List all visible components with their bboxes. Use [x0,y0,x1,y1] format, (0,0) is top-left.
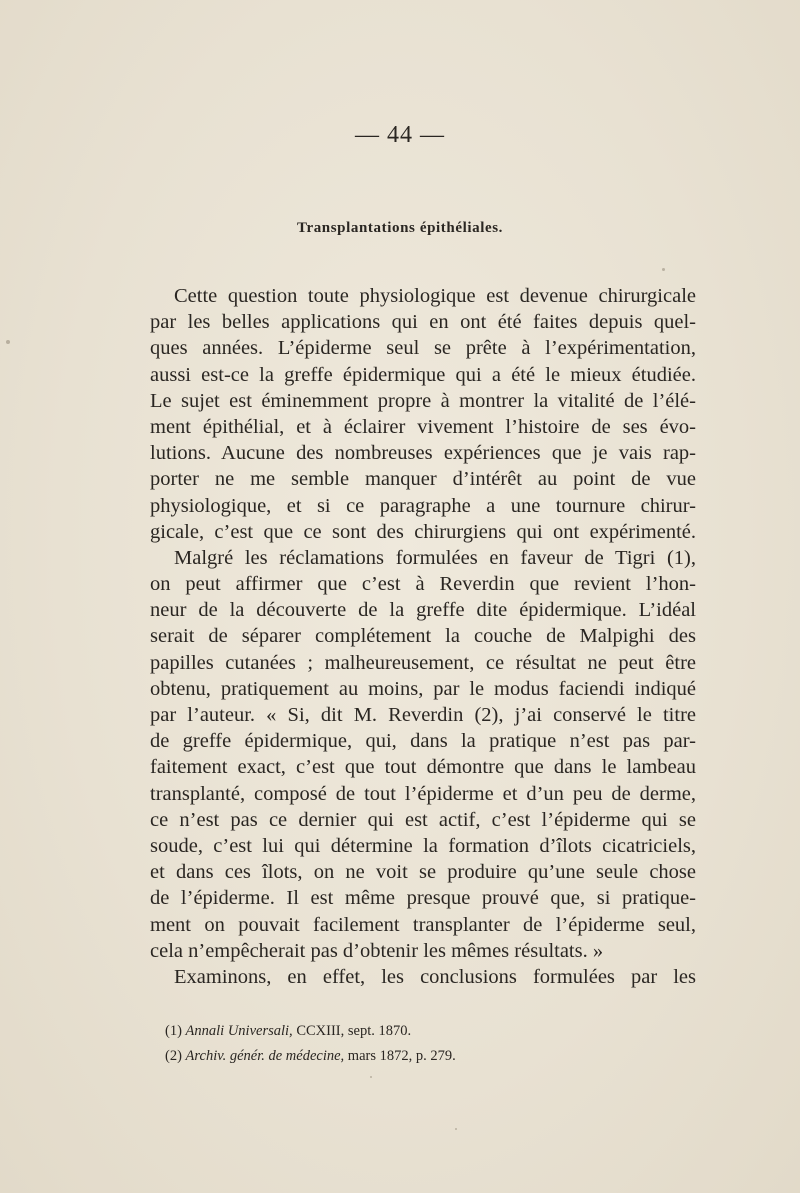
text-line: ce n’est pas ce dernier qui est actif, c’est l’épiderme qui se [150,808,696,831]
text-line: Examinons, en effet, les conclusions formulées par les [174,965,696,988]
text-line: porter ne me semble manquer d’intérêt au point de vue [150,468,696,491]
text-line: soude, c’est lui qui détermine la formation d’îlots cicatriciels, [150,834,696,857]
footnote-2 [165,1044,685,1069]
body-text [150,283,696,990]
text-line: ment épithélial, et à éclairer vivement l’histoire de ses évo- [150,415,696,438]
text-line: et dans ces îlots, on ne voit se produire qu’une seule chose [150,861,696,884]
text-line: Le sujet est éminemment propre à montrer la vitalité de l’élé- [150,389,696,412]
text-line: neur de la découverte de la greffe dite épidermique. L’idéal [150,599,696,622]
paper-speck [370,1076,372,1078]
page-number: — 44 — [355,122,445,148]
text-line: par l’auteur. « Si, dit M. Reverdin (2), j’ai conservé le titre [150,704,696,726]
text-line: ment on pouvait facilement transplanter de l’épiderme seul, [150,913,696,936]
footnote-source: Archiv. génér. de médecine, [185,1047,345,1064]
footnote-number: (1) [165,1023,182,1039]
text-line: lutions. Aucune des nombreuses expériences que je vais rap- [150,442,696,465]
footnote-detail: mars 1872, p. 279. [347,1047,456,1064]
footnote-1 [165,1019,685,1044]
footnotes [165,1019,685,1068]
paper-speck [455,1128,457,1130]
text-line: de greffe épidermique, qui, dans la pratique n’est pas par- [150,730,696,753]
footnote-detail: CCXIII, sept. 1870. [296,1023,412,1039]
text-line: physiologique, et si ce paragraphe a une tournure chirur- [150,494,696,517]
text-line: transplanté, composé de tout l’épiderme et d’un peu de derme, [150,782,696,805]
text-line: serait de séparer complétement la couche de Malpighi des [150,625,696,648]
text-line: obtenu, pratiquement au moins, par le modus faciendi indiqué [150,677,696,700]
paper-speck [662,268,665,271]
text-line: par les belles applications qui en ont été faites depuis quel- [150,311,696,334]
text-line: papilles cutanées ; malheureusement, ce résultat ne peut être [150,651,696,674]
text-line: ques années. L’épiderme seul se prête à l’expérimentation, [150,337,696,360]
text-line: faitement exact, c’est que tout démontre que dans le lambeau [150,756,696,779]
text-line: aussi est-ce la greffe épidermique qui a été le mieux étudiée. [150,363,696,386]
text-line: cela n’empêcherait pas d’obtenir les mêmes résultats. » [150,939,604,962]
text-line: Malgré les réclamations formulées en faveur de Tigri (1), [174,546,696,569]
text-line: on peut affirmer que c’est à Reverdin que revient l’hon- [150,573,696,596]
footnote-source: Annali Universali, [185,1023,293,1039]
text-line: Cette question toute physiologique est devenue chirurgicale [174,285,696,307]
text-line: gicale, c’est que ce sont des chirurgiens qui ont expérimenté. [150,520,696,543]
section-title: Transplantations épithéliales. [296,220,504,236]
text-line: de l’épiderme. Il est même presque prouvé que, si pratique- [150,887,696,910]
paper-speck [6,340,10,344]
footnote-number: (2) [165,1047,182,1064]
